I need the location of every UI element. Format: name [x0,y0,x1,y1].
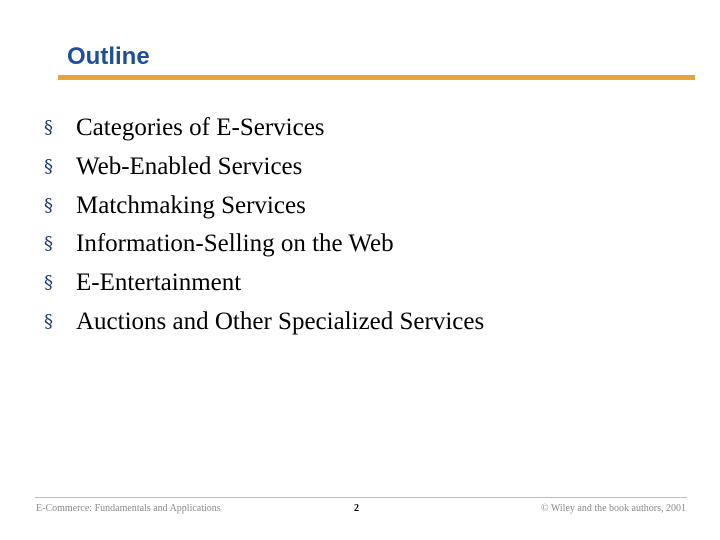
bullet-text: Categories of E-Services [76,114,325,141]
bullet-text: Auctions and Other Specialized Services [76,307,485,335]
bullet-list [44,111,484,344]
bullet-text: E-Entertainment [76,269,242,297]
page-number: 2 [354,503,359,514]
list-item [44,266,484,305]
list-item [44,150,484,189]
bullet-marker-icon: § [44,272,53,294]
list-item [44,305,484,344]
footer-book-title: E-Commerce: Fundamentals and Applications [36,503,221,514]
list-item [44,227,484,266]
bullet-marker-icon: § [44,310,53,332]
slide-title: Outline [67,43,150,70]
bullet-marker-icon: § [44,155,53,177]
footer-copyright: © Wiley and the book authors, 2001 [540,503,686,514]
bullet-marker-icon: § [44,194,53,216]
bullet-text: Web-Enabled Services [76,152,303,180]
bullet-marker-icon: § [44,233,53,255]
footer-divider [35,497,687,498]
bullet-marker-icon: § [44,117,53,138]
list-item [44,189,484,228]
bullet-text: Matchmaking Services [76,191,306,219]
list-item [44,111,484,150]
title-underline [58,75,695,80]
bullet-text: Information-Selling on the Web [76,230,394,258]
